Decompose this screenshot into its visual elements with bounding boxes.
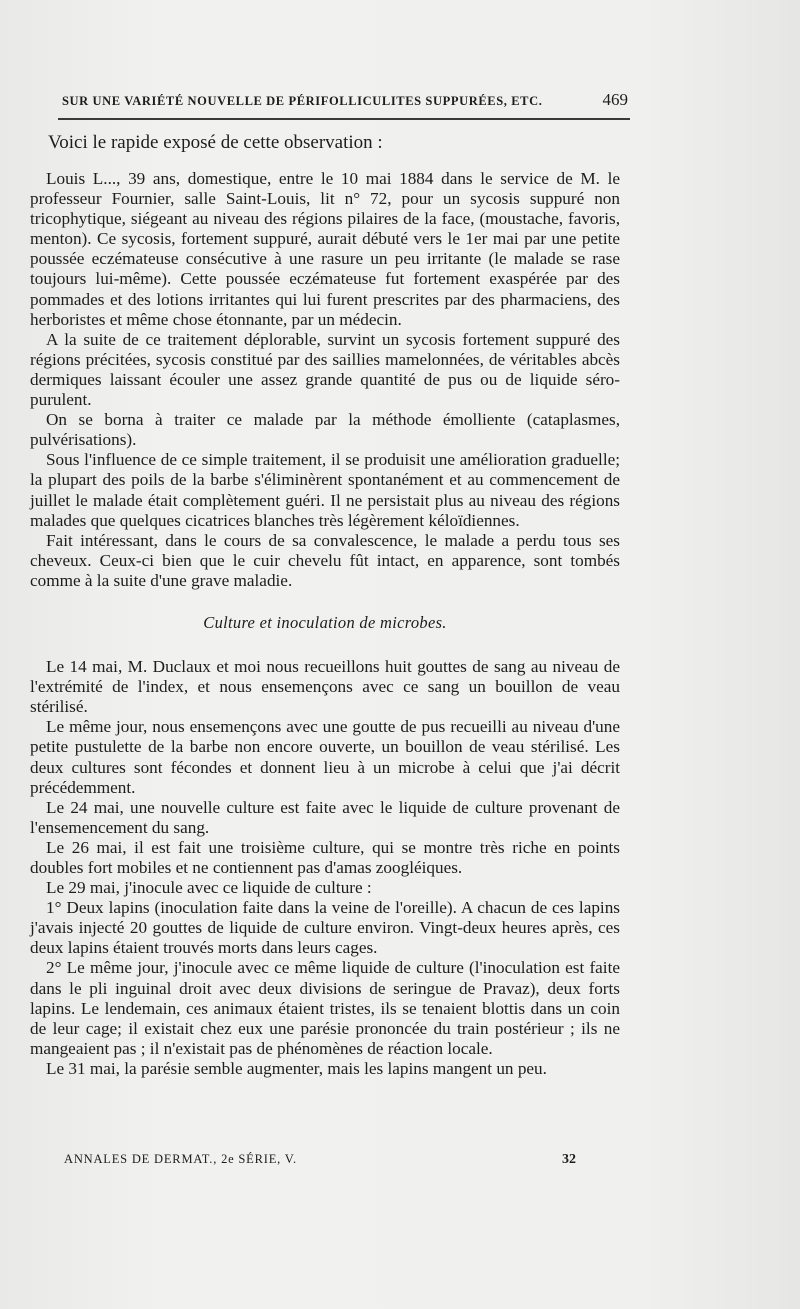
paragraph: Le 24 mai, une nouvelle culture est faite avec le liquide de culture provenant de l'ensemencement du sang. (30, 797, 620, 837)
paragraph: Le 26 mai, il est fait une troisième culture, qui se montre très riche en points doubles fort mobiles et ne contiennent pas d'amas zoogléiques. (30, 837, 620, 877)
signature-mark: 32 (562, 1152, 576, 1167)
page-footer (64, 1152, 576, 1168)
paragraph: Le 31 mai, la parésie semble augmenter, mais les lapins mangent un peu. (46, 1058, 547, 1078)
header-rule (58, 118, 630, 120)
paragraph: On se borna à traiter ce malade par la méthode émolliente (cataplasmes, pulvérisations). (30, 410, 620, 450)
paragraph: Louis L..., 39 ans, domestique, entre le 10 mai 1884 dans le service de M. le professeur Fournier, salle Saint-Louis, lit n° 72, pour un sycosis suppuré non tricophytique, siégeant au niveau des régions pilaires de la face, (moustache, favoris, menton). Ce sycosis, fortement suppuré, aurait débuté vers le 1er mai par une petite poussée eczémateuse consécutive à une rasure un peu irritante (le malade se rase toujours lui-même). Cette poussée eczémateuse fut fortement exaspérée par des pommades et des lotions irritantes qui lui furent prescrites par des pharmaciens, des herboristes et même chose étonnante, par un médecin. (30, 169, 620, 329)
paragraph: 2° Le même jour, j'inocule avec ce même liquide de culture (l'inoculation est faite dans le pli inguinal droit avec deux divisions de seringue de Pravaz), deux forts lapins. Le lendemain, ces animaux étaient tristes, ils se tenaient blottis dans un coin de leur cage; il existait chez eux une parésie prononcée du train postérieur ; ils ne mangeaient pas ; il n'existait pas de phénomènes de réaction locale. (30, 958, 620, 1058)
paragraph: Fait intéressant, dans le cours de sa convalescence, le malade a perdu tous ses cheveux. Ceux-ci bien que le cuir chevelu fût intact, en apparence, sont tombés comme à la suite d'une grave maladie. (30, 530, 620, 590)
paragraph: Le 14 mai, M. Duclaux et moi nous recueillons huit gouttes de sang au niveau de l'extrémité de l'index, et nous ensemençons avec ce sang un bouillon de veau stérilisé. (30, 657, 620, 717)
paragraph: 1° Deux lapins (inoculation faite dans la veine de l'oreille). A chacun de ces lapins j'avais injecté 20 gouttes de liquide de culture environ. Vingt-deux heures après, ces deux lapins étaient trouvés morts dans leurs cages. (30, 898, 620, 958)
paragraph: Le même jour, nous ensemençons avec une goutte de pus recueilli au niveau d'une petite pustulette de la barbe non encore ouverte, un bouillon de veau stérilisé. Les deux cultures sont fécondes et donnent lieu à un microbe à celui que j'ai décrit précédemment. (30, 717, 620, 797)
paragraph: Le 29 mai, j'inocule avec ce liquide de culture : (46, 878, 372, 898)
running-title: SUR UNE VARIÉTÉ NOUVELLE DE PÉRIFOLLICULITES SUPPURÉES, ETC. (62, 94, 543, 108)
body-text (30, 130, 620, 1079)
paragraph: Sous l'influence de ce simple traitement, il se produisit une amélioration graduelle; la plupart des poils de la barbe s'éliminèrent spontanément et au commencement de juillet le malade était complètement guéri. Il ne persistait plus au niveau des régions malades que quelques cicatrices blanches très légèrement kéloïdiennes. (30, 450, 620, 530)
section-heading: Culture et inoculation de microbes. (203, 612, 447, 632)
intro-line: Voici le rapide exposé de cette observation : (48, 132, 383, 153)
page-number: 469 (602, 90, 628, 109)
running-head (62, 90, 628, 110)
paragraph: A la suite de ce traitement déplorable, survint un sycosis fortement suppuré des régions précitées, sycosis constitué par des saillies mamelonnées, de véritables abcès dermiques laissant écouler une assez grande quantité de pus ou de liquide séro-purulent. (30, 329, 620, 410)
journal-reference: ANNALES DE DERMAT., 2e SÉRIE, V. (64, 1152, 297, 1166)
